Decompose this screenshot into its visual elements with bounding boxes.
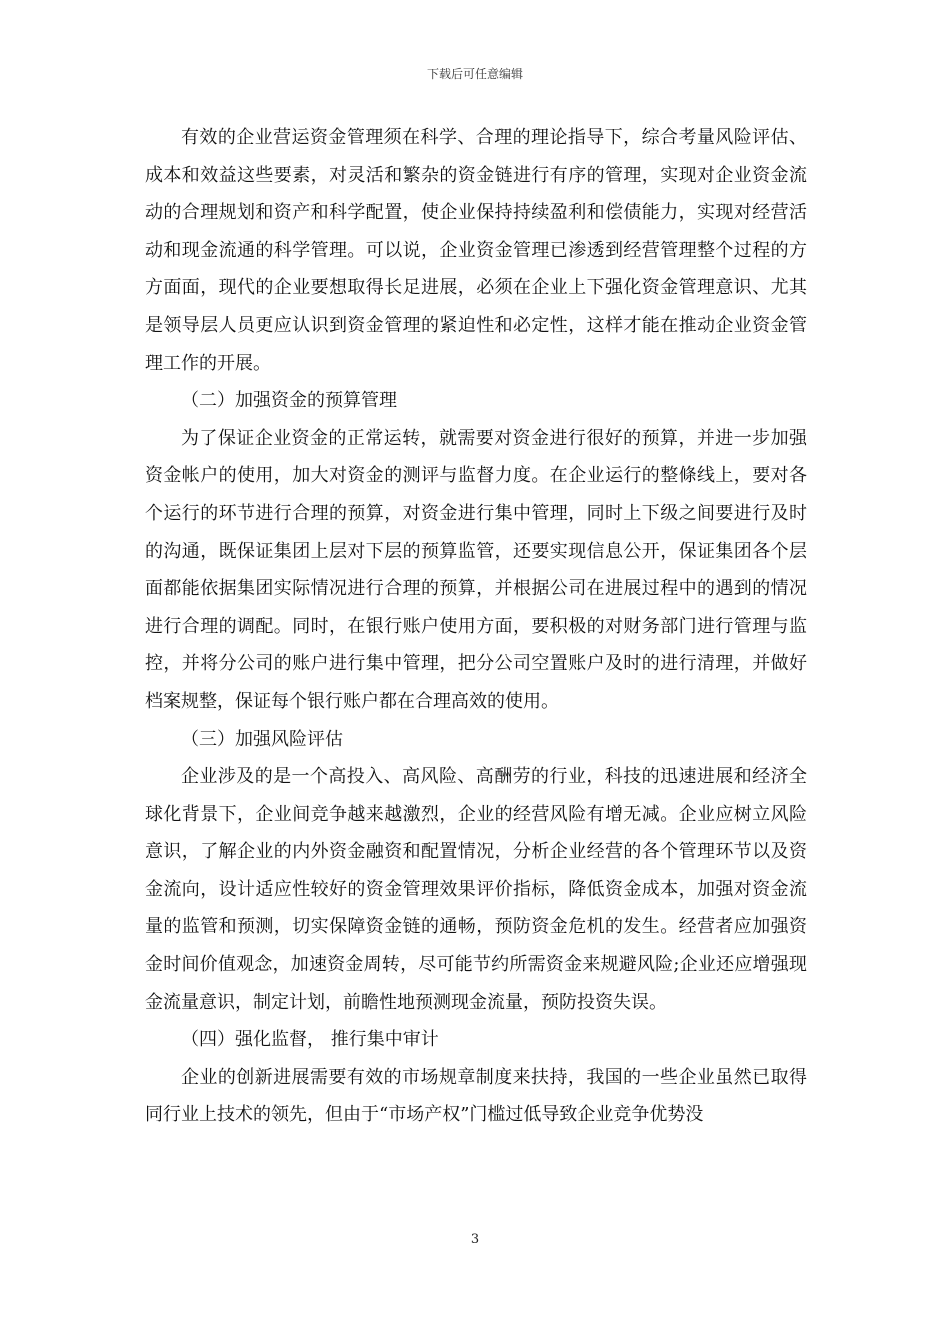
document-body xyxy=(145,119,807,1134)
section-heading: （二）加强资金的预算管理 xyxy=(181,390,397,412)
section-heading: （四）强化监督， 推行集中审计 xyxy=(181,1029,439,1051)
body-paragraph: 企业的创新进展需要有效的市场规章制度来扶持，我国的一些企业虽然已取得同行业上技术的领先，但由于“市场产权”门槛过低导致企业竞争优势没 xyxy=(145,1066,807,1126)
section-heading: （三）加强风险评估 xyxy=(181,728,343,750)
body-paragraph: 企业涉及的是一个高投入、高风险、高酬劳的行业，科技的迅速进展和经济全球化背景下，企业间竞争越来越激烈，企业的经营风险有增无减。企业应树立风险意识，了解企业的内外资金融资和配置情况，分析企业经营的各个管理环节以及资金流向，设计适应性较好的资金管理效果评价指标，降低资金成本，加强对资金流量的监管和预测，切实保障资金链的通畅，预防资金危机的发生。经营者应加强资金时间价值观念，加速资金周转，尽可能节约所需资金来规避风险;企业还应增强现金流量意识，制定计划，前瞻性地预测现金流量，预防投资失误。 xyxy=(145,766,807,1013)
page-number: 3 xyxy=(470,1232,480,1247)
body-paragraph: 有效的企业营运资金管理须在科学、合理的理论指导下，综合考量风险评估、成本和效益这些要素，对灵活和繁杂的资金链进行有序的管理，实现对企业资金流动的合理规划和资产和科学配置，使企业保持持续盈利和偿债能力，实现对经营活动和现金流通的科学管理。可以说，企业资金管理已渗透到经营管理整个过程的方方面面，现代的企业要想取得长足进展，必须在企业上下强化资金管理意识、尤其是领导层人员更应认识到资金管理的紧迫性和必定性，这样才能在推动企业资金管理工作的开展。 xyxy=(145,127,807,374)
page-header: 下载后可任意编辑 xyxy=(426,67,523,81)
body-paragraph: 为了保证企业资金的正常运转，就需要对资金进行很好的预算，并进一步加强资金帐户的使用，加大对资金的测评与监督力度。在企业运行的整條线上，要对各个运行的环节进行合理的预算，对资金进行集中管理，同时上下级之间要进行及时的沟通，既保证集团上层对下层的预算监管，还要实现信息公开，保证集团各个层面都能依据集团实际情况进行合理的预算，并根据公司在进展过程中的遇到的情况进行合理的调配。同时，在银行账户使用方面，要积极的对财务部门进行管理与监控，并将分公司的账户进行集中管理，把分公司空置账户及时的进行清理，并做好档案规整，保证每个银行账户都在合理高效的使用。 xyxy=(145,427,807,712)
